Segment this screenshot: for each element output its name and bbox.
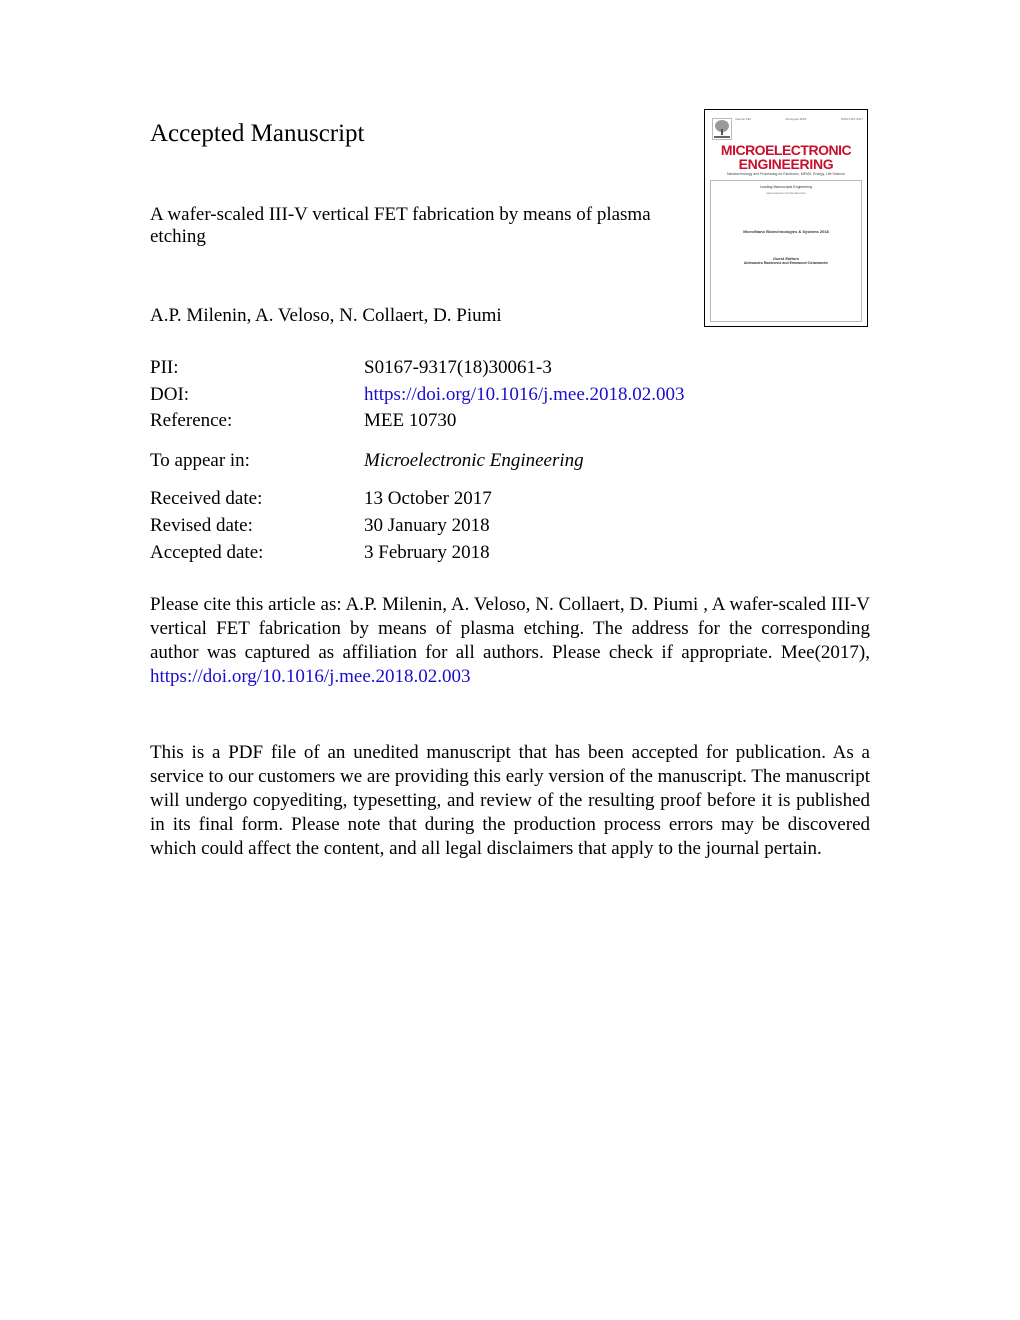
meta-journal-name: Microelectronic Engineering — [364, 450, 584, 471]
meta-received-value: 13 October 2017 — [364, 488, 492, 509]
cover-brand-line1: MICROELECTRONIC — [720, 142, 852, 158]
cover-section-title: Leading Manuscripts Engineering — [760, 185, 812, 189]
meta-received-label: Received date: — [150, 488, 263, 509]
cover-section-sub: www.elsevier.com/locate/mee — [766, 191, 806, 195]
meta-appear-label: To appear in: — [150, 450, 250, 471]
meta-accepted-value: 3 February 2018 — [364, 542, 490, 563]
meta-pii-value: S0167-9317(18)30061-3 — [364, 357, 552, 378]
cover-volume: Volume 196 — [735, 117, 751, 121]
cover-guest-label: Guest Editors — [772, 256, 800, 261]
meta-pii — [150, 357, 870, 379]
meta-revised-label: Revised date: — [150, 515, 253, 536]
meta-accepted-label: Accepted date: — [150, 542, 264, 563]
citation-text: Please cite this article as: A.P. Milenin, A. Veloso, N. Collaert, D. Piumi , A wafer-scaled III-V vertical FET fabrication by means of plasma etching. The address for the corresponding author was captured as affiliation for all authors. Please check if appropriate. Mee(2017), — [150, 594, 870, 663]
citation-doi-link[interactable]: https://doi.org/10.1016/j.mee.2018.02.003 — [150, 666, 471, 687]
article-title: A wafer-scaled III-V vertical FET fabrication by means of plasma etching — [150, 204, 651, 247]
meta-revised-value: 30 January 2018 — [364, 515, 490, 536]
meta-reference-label: Reference: — [150, 410, 233, 431]
disclaimer-paragraph: This is a PDF file of an unedited manuscript that has been accepted for publication. As a service to our customers we are providing this early version of the manuscript. The manuscript will undergo copyediting, typesetting, and review of the resulting proof before it is published in its final form. Please note that during the production process errors may be discovered which could affect the content, and all legal disclaimers that apply to the journal pertain. — [150, 742, 870, 859]
cover-brand-line2: ENGINEERING — [738, 156, 834, 172]
citation-paragraph — [150, 593, 870, 689]
meta-doi-label: DOI: — [150, 384, 190, 405]
cover-special-issue: Micro/Nano Biotechnologies & Systems 2018 — [743, 229, 829, 234]
meta-pii-label: PII: — [150, 357, 179, 378]
meta-revised — [150, 515, 870, 537]
meta-doi — [150, 384, 870, 406]
cover-guest-names: Aleksandra Radenovic and Emmanuel Delamarche — [743, 261, 829, 265]
meta-accepted — [150, 542, 870, 564]
cover-date: 20 August 2018 — [785, 117, 807, 121]
cover-content-box — [710, 180, 862, 322]
cover-issn: ISSN 0167-9317 — [840, 117, 863, 121]
elsevier-tree-icon — [712, 118, 732, 140]
page-heading: Accepted Manuscript — [150, 120, 365, 147]
meta-reference — [150, 410, 870, 432]
cover-tagline: Nanotechnology and Processing for Electronic, MEMS, Energy, Life Science — [726, 172, 846, 176]
journal-cover-thumbnail — [704, 109, 868, 327]
cover-topline — [735, 117, 863, 121]
meta-reference-value: MEE 10730 — [364, 410, 457, 431]
meta-appear-in — [150, 450, 870, 472]
doi-link[interactable]: https://doi.org/10.1016/j.mee.2018.02.003 — [364, 384, 685, 405]
article-authors: A.P. Milenin, A. Veloso, N. Collaert, D. Piumi — [150, 305, 502, 326]
meta-received — [150, 488, 870, 510]
